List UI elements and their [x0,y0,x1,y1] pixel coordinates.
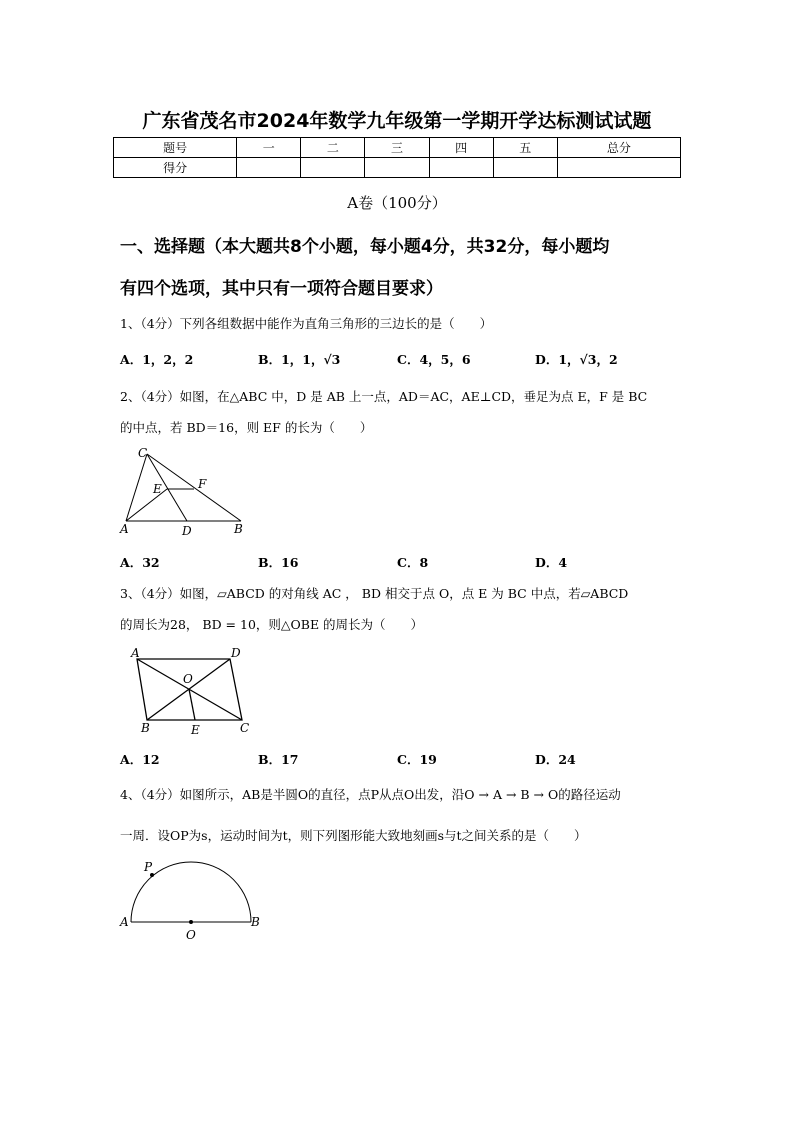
score-cell [237,158,301,178]
score-header-cell: 二 [301,138,365,158]
q1-option-d: D．1，√3，2 [535,352,618,367]
q3-label-d: D [231,646,241,660]
score-table [113,137,681,178]
q3-label-a: A [131,646,140,660]
question-1-stem: 1、（4分）下列各组数据中能作为直角三角形的三边长的是（ ） [120,316,493,331]
q1-option-a: A．1，2，2 [120,352,194,367]
question-4-line1: 4、（4分）如图所示，AB是半圆O的直径，点P从点O出发，沿O → A → B → O的路径运动 [120,787,621,802]
score-table-header-row [114,138,681,158]
q2-label-f: F [198,477,207,491]
q3-label-o: O [183,672,193,686]
q3-option-a: A．12 [120,752,160,767]
q3-label-c: C [240,721,250,735]
score-cell [365,158,429,178]
score-header-cell: 三 [365,138,429,158]
score-cell [301,158,365,178]
q2-triangle-figure [110,440,260,540]
q4-label-p: P [144,860,153,874]
question-2-line2: 的中点，若 BD＝16，则 EF 的长为（ ） [120,420,373,435]
score-row-label: 得分 [114,158,237,178]
score-table-score-row [114,158,681,178]
q2-label-e: E [153,482,162,496]
score-header-cell: 一 [237,138,301,158]
q3-option-c: C．19 [397,752,437,767]
q2-label-b: B [234,522,243,536]
q2-option-a: A．32 [120,555,160,570]
q1-option-c: C．4，5，6 [397,352,471,367]
q2-option-b: B．16 [258,555,299,570]
score-header-cell: 总分 [557,138,680,158]
q2-option-c: C．8 [397,555,429,570]
q4-label-b: B [251,915,260,929]
q2-label-c: C [138,446,148,460]
score-cell [557,158,680,178]
question-2-line1: 2、（4分）如图，在△ABC 中，D 是 AB 上一点，AD＝AC，AE⊥CD，垂足为点 E，F 是 BC [120,389,648,404]
q2-option-d: D．4 [535,555,568,570]
q3-parallelogram-figure [125,645,255,740]
q2-label-d: D [182,524,192,538]
q2-label-a: A [120,522,129,536]
q1-option-b: B．1，1，√3 [258,352,341,367]
q3-label-b: B [141,721,150,735]
q3-label-e: E [191,723,200,737]
score-cell [493,158,557,178]
section-heading-line2: 有四个选项，其中只有一项符合题目要求） [120,279,443,299]
question-3-line1: 3、（4分）如图，▱ABCD 的对角线 AC ， BD 相交于点 O，点 E 为 BC 中点，若▱ABCD [120,586,629,601]
q4-label-a: A [120,915,129,929]
question-4-line2: 一周．设OP为s，运动时间为t，则下列图形能大致地刻画s与t之间关系的是（ ） [120,828,587,843]
section-heading-line1: 一、选择题（本大题共8个小题，每小题4分，共32分，每小题均 [120,237,610,257]
score-header-cell: 五 [493,138,557,158]
part-title: A卷（100分） [347,194,447,212]
score-header-cell: 题号 [114,138,237,158]
q4-label-o: O [186,928,196,942]
q3-option-b: B．17 [258,752,299,767]
page-title: 广东省茂名市2024年数学九年级第一学期开学达标测试试题 [142,110,652,132]
score-cell [429,158,493,178]
score-header-cell: 四 [429,138,493,158]
q3-option-d: D．24 [535,752,576,767]
q4-semicircle-figure [115,855,275,945]
question-3-line2: 的周长为28， BD = 10，则△OBE 的周长为（ ） [120,617,424,632]
